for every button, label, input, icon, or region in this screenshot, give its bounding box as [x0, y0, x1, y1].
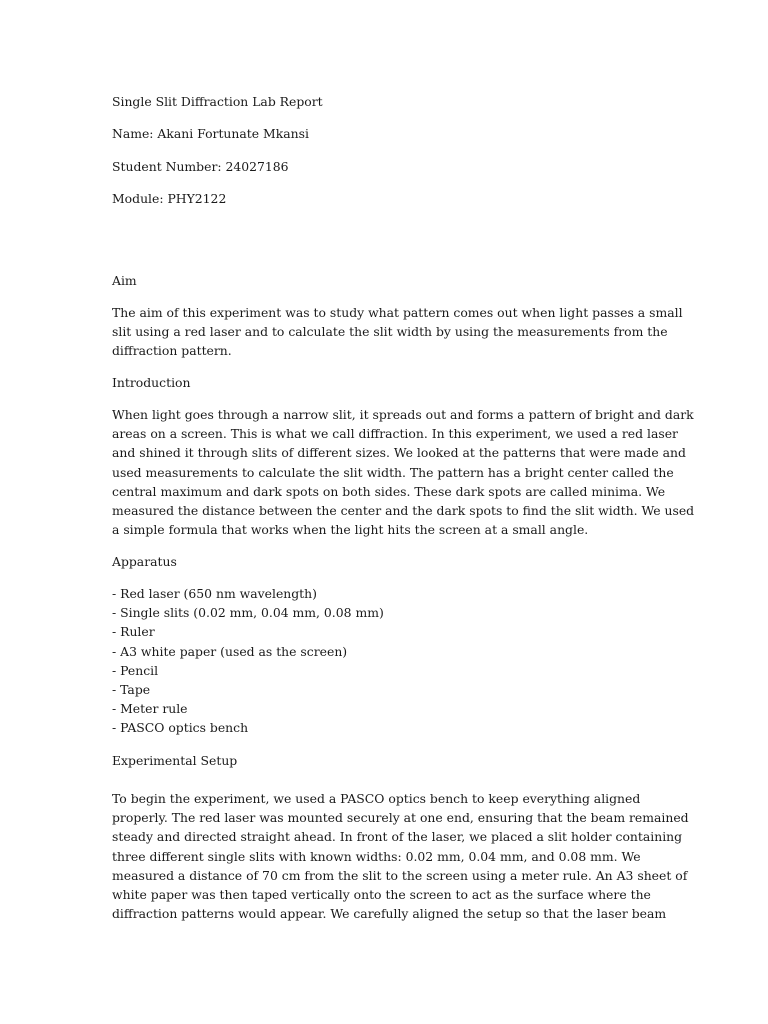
- setup-line: diffraction patterns would appear. We carefully aligned the setup so that the laser beam: [112, 906, 667, 922]
- introduction-line: used measurements to calculate the slit width. The pattern has a bright center called the: [112, 464, 674, 480]
- introduction-line: central maximum and dark spots on both sides. These dark spots are called minima. We: [112, 483, 666, 499]
- list-item: - Tape: [112, 681, 151, 697]
- setup-line: steady and directed straight ahead. In front of the laser, we placed a slit holder containing: [112, 829, 683, 845]
- introduction-paragraph: [112, 405, 694, 539]
- introduction-heading: Introduction: [112, 375, 191, 390]
- setup-heading: Experimental Setup: [112, 753, 238, 768]
- apparatus-heading: Apparatus: [112, 554, 177, 569]
- introduction-line: and shined it through slits of different sizes. We looked at the patterns that were made and: [112, 445, 686, 461]
- list-item: - Pencil: [112, 662, 159, 678]
- list-item: - Single slits (0.02 mm, 0.04 mm, 0.08 mm): [112, 605, 384, 621]
- list-item: - Meter rule: [112, 701, 188, 717]
- list-item: - Ruler: [112, 624, 155, 640]
- introduction-line: When light goes through a narrow slit, it spreads out and forms a pattern of bright and dark: [112, 407, 694, 422]
- setup-line: To begin the experiment, we used a PASCO optics bench to keep everything aligned: [112, 791, 641, 806]
- module-code: Module: PHY2122: [112, 191, 227, 206]
- setup-line: measured a distance of 70 cm from the slit to the screen using a meter rule. An A3 sheet of: [112, 867, 688, 883]
- document-page: [112, 0, 695, 1024]
- introduction-line: measured the distance between the center and the dark spots to find the slit width. We used: [112, 502, 695, 518]
- report-title: Single Slit Diffraction Lab Report: [112, 94, 323, 109]
- aim-line: slit using a red laser and to calculate the slit width by using the measurements from the: [112, 324, 668, 340]
- list-item: - Red laser (650 nm wavelength): [112, 586, 317, 601]
- apparatus-list: [112, 584, 384, 738]
- setup-line: three different single slits with known widths: 0.02 mm, 0.04 mm, and 0.08 mm. We: [112, 848, 641, 864]
- student-name: Name: Akani Fortunate Mkansi: [112, 126, 309, 141]
- setup-line: white paper was then taped vertically onto the screen to act as the surface where the: [112, 886, 651, 902]
- aim-heading: Aim: [112, 273, 137, 288]
- setup-line: properly. The red laser was mounted securely at one end, ensuring that the beam remained: [112, 810, 689, 826]
- introduction-line: a simple formula that works when the light hits the screen at a small angle.: [112, 522, 589, 538]
- aim-line: The aim of this experiment was to study what pattern comes out when light passes a small: [112, 305, 683, 320]
- aim-line: diffraction pattern.: [112, 343, 232, 359]
- introduction-line: areas on a screen. This is what we call diffraction. In this experiment, we used a red laser: [112, 426, 678, 442]
- setup-paragraph: [112, 789, 689, 923]
- student-number: Student Number: 24027186: [112, 159, 289, 174]
- list-item: - PASCO optics bench: [112, 720, 249, 736]
- list-item: - A3 white paper (used as the screen): [112, 643, 348, 659]
- aim-paragraph: [112, 303, 683, 361]
